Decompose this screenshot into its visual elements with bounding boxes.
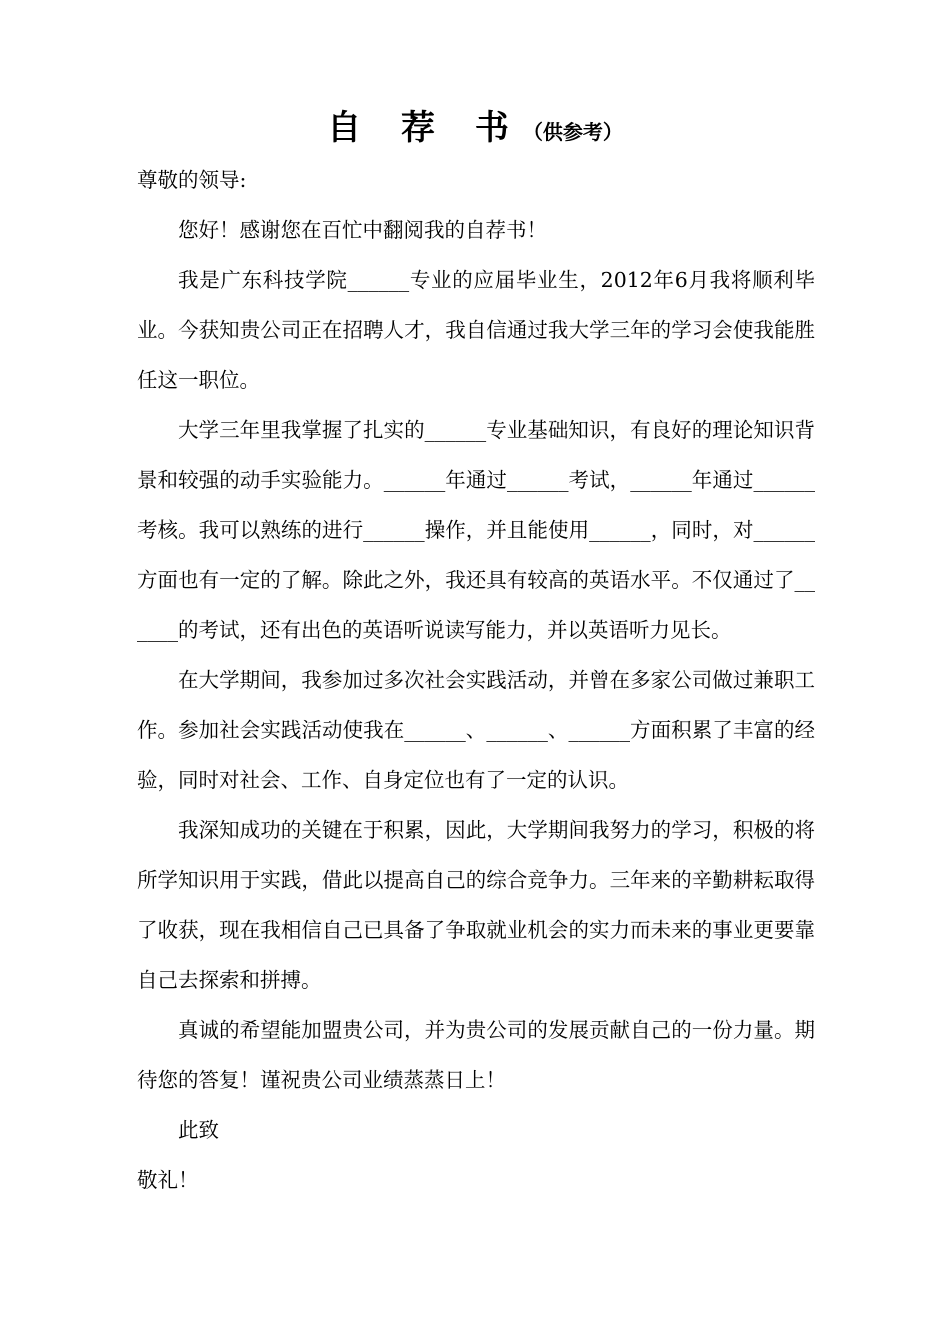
title-note: （供参考） [522,120,623,144]
paragraph-skills: 大学三年里我掌握了扎实的______专业基础知识，有良好的理论知识背景和较强的动手实验能力。______年通过______考试，______年通过______考核。我可以熟练的进行______操作，并且能使用______，同时，对______方面也有一定的了解。除此之外，我还具有较高的英语水平。不仅通过了______的考试，还有出色的英语听说读写能力，并以英语听力见长。 [137,418,815,642]
paragraph-greeting: 您好！感谢您在百忙中翻阅我的自荐书！ [178,218,547,242]
document-title [0,100,950,149]
regards: 敬礼！ [137,1168,199,1192]
closing: 此致 [178,1118,219,1142]
paragraph-experience: 在大学期间，我参加过多次社会实践活动，并曾在多家公司做过兼职工作。参加社会实践活动使我在______、______、______方面积累了丰富的经验，同时对社会、工作、自身定位也有了一定的认识。 [137,668,815,792]
salutation: 尊敬的领导: [137,168,247,192]
letter-body [137,155,815,1205]
paragraph-conclusion: 真诚的希望能加盟贵公司，并为贵公司的发展贡献自己的一份力量。期待您的答复！谨祝贵公司业绩蒸蒸日上！ [137,1018,815,1092]
paragraph-motivation: 我深知成功的关键在于积累，因此，大学期间我努力的学习，积极的将所学知识用于实践，借此以提高自己的综合竞争力。三年来的辛勤耕耘取得了收获，现在我相信自己已具备了争取就业机会的实力而未来的事业更要靠自己去探索和拼搏。 [137,818,815,992]
paragraph-introduction: 我是广东科技学院______专业的应届毕业生，2012年6月我将顺利毕业。今获知贵公司正在招聘人才，我自信通过我大学三年的学习会使我能胜任这一职位。 [137,268,815,392]
title-main: 自 荐 书 [327,108,523,148]
